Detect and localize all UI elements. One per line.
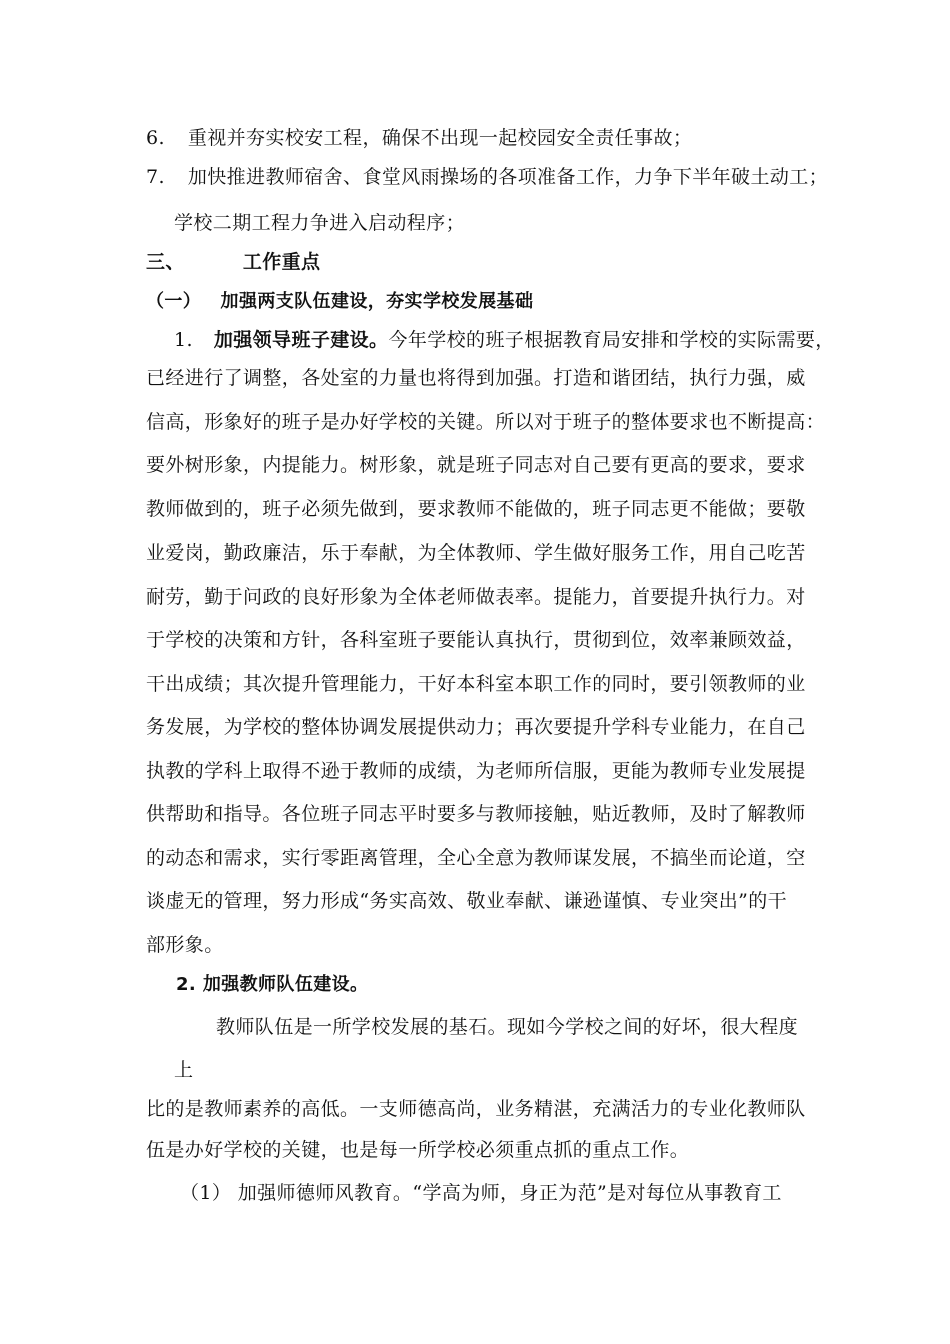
paragraph-bold-lead: 加强领导班子建设。 (213, 329, 389, 351)
subsection-number: （一） (146, 291, 202, 312)
list-item-number: 6. (146, 127, 165, 149)
paragraph-line: 部形象。 (146, 934, 224, 956)
paragraph-line: 供帮助和指导。各位班子同志平时要多与教师接触，贴近教师，及时了解教师 (146, 803, 806, 825)
paragraph-line: 执教的学科上取得不逊于教师的成绩，为老师所信服，更能为教师专业发展提 (146, 760, 806, 782)
paragraph-line: 伍是办好学校的关键，也是每一所学校必须重点抓的重点工作。 (146, 1139, 690, 1161)
list-item-6 (146, 125, 692, 151)
paragraph-line: 于学校的决策和方针，各科室班子要能认真执行，贯彻到位，效率兼顾效益， (146, 629, 806, 651)
paragraph-line: 业爱岗，勤政廉洁，乐于奉献，为全体教师、学生做好服务工作，用自己吃苦 (146, 542, 806, 564)
paragraph-2-heading: 2. 加强教师队伍建设。 (176, 974, 369, 995)
subsection-title: 加强两支队伍建设，夯实学校发展基础 (220, 291, 534, 312)
list-item-text: 加快推进教师宿舍、食堂风雨操场的各项准备工作，力争下半年破土动工； (187, 166, 829, 188)
paragraph-3-line: （1） 加强师德师风教育。“学高为师，身正为范”是对每位从事教育工 (180, 1182, 782, 1204)
paragraph-line: 上 (174, 1059, 194, 1081)
list-item-7 (146, 164, 828, 190)
paragraph-line: 干出成绩；其次提升管理能力，干好本科室本职工作的同时，要引领教师的业 (146, 673, 806, 695)
paragraph-line: 的动态和需求，实行零距离管理，全心全意为教师谋发展，不搞坐而论道，空 (146, 847, 806, 869)
paragraph-text: 今年学校的班子根据教育局安排和学校的实际需要， (388, 329, 835, 351)
paragraph-line: 耐劳，勤于问政的良好形象为全体老师做表率。提能力，首要提升执行力。对 (146, 586, 806, 608)
paragraph-number: 1. (174, 329, 193, 351)
section-heading (146, 249, 320, 275)
paragraph-line: 教师队伍是一所学校发展的基石。现如今学校之间的好坏，很大程度 (216, 1016, 799, 1038)
list-item-7-continuation: 学校二期工程力争进入启动程序； (174, 212, 466, 234)
section-title: 工作重点 (242, 251, 321, 273)
paragraph-line: 教师做到的，班子必须先做到，要求教师不能做的，班子同志更不能做；要敬 (146, 498, 806, 520)
paragraph-line: 已经进行了调整，各处室的力量也将得到加强。打造和谐团结，执行力强，威 (146, 367, 806, 389)
paragraph-line: 谈虚无的管理，努力形成“务实高效、敬业奉献、谦逊谨慎、专业突出”的干 (146, 890, 788, 912)
paragraph-line: 比的是教师素养的高低。一支师德高尚，业务精湛，充满活力的专业化教师队 (146, 1098, 806, 1120)
paragraph-line: 要外树形象，内提能力。树形象，就是班子同志对自己要有更高的要求，要求 (146, 454, 806, 476)
paragraph-line: 信高，形象好的班子是办好学校的关键。所以对于班子的整体要求也不断提高： (146, 411, 826, 433)
section-number: 三、 (146, 251, 185, 273)
list-item-number: 7. (146, 166, 165, 188)
paragraph-line: 务发展，为学校的整体协调发展提供动力；再次要提升学科专业能力，在自己 (146, 716, 806, 738)
paragraph-1-first-line (174, 327, 835, 353)
subsection-heading (146, 289, 533, 315)
list-item-text: 重视并夯实校安工程，确保不出现一起校园安全责任事故； (187, 127, 693, 149)
